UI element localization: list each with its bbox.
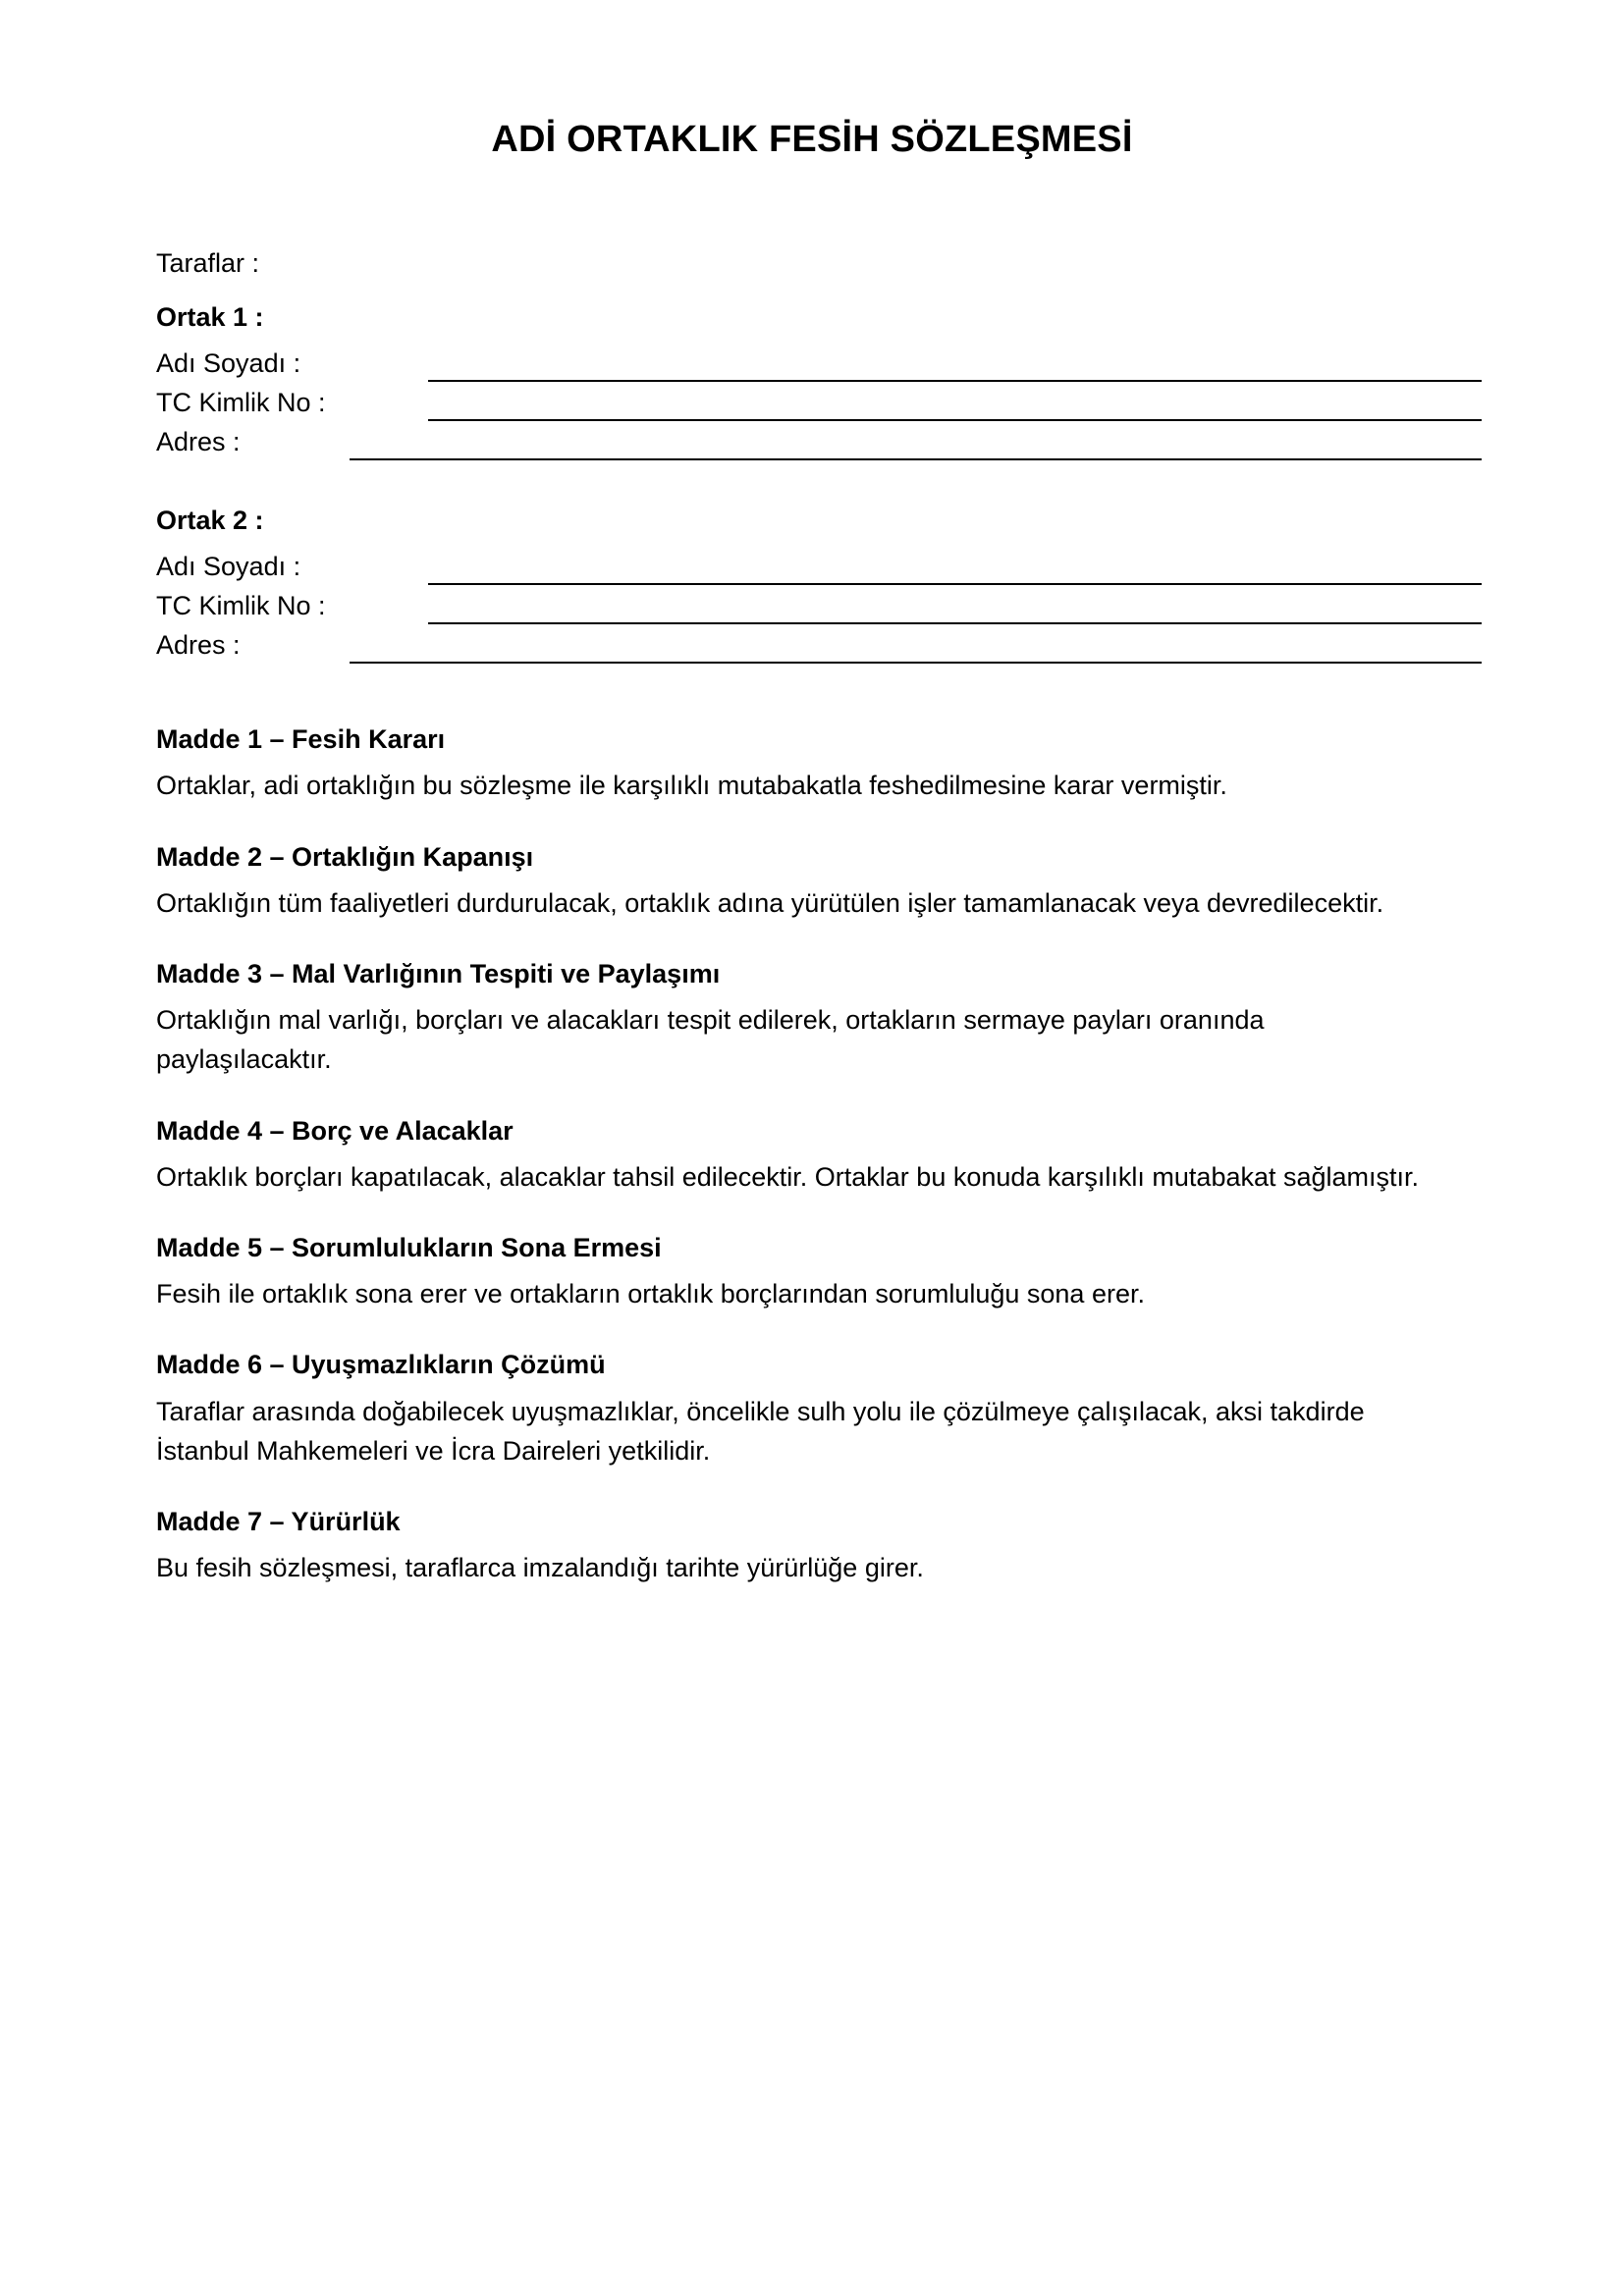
partner1-id-field[interactable] (428, 419, 1482, 421)
article-1-heading: Madde 1 – Fesih Kararı (156, 724, 446, 754)
article-3-heading: Madde 3 – Mal Varlığının Tespiti ve Paylaşımı (156, 959, 721, 988)
partner1-address-field[interactable] (350, 458, 1482, 460)
partner2-heading: Ortak 2 : (156, 506, 264, 535)
partner2-name-label: Adı Soyadı : (156, 552, 301, 581)
article-7-heading: Madde 7 – Yürürlük (156, 1507, 401, 1536)
article-6-body-line1: Taraflar arasında doğabilecek uyuşmazlıklar, öncelikle sulh yolu ile çözülmeye çalışılacak, aksi takdirde (156, 1397, 1365, 1426)
partner2-address-field[interactable] (350, 662, 1482, 664)
article-6-body-line2: İstanbul Mahkemeleri ve İcra Daireleri yetkilidir. (156, 1436, 711, 1466)
partner1-name-label: Adı Soyadı : (156, 348, 301, 378)
article-2-body: Ortaklığın tüm faaliyetleri durdurulacak, ortaklık adına yürütülen işler tamamlanacak veya devredilecektir. (156, 888, 1384, 918)
partner2-name-field[interactable] (428, 583, 1482, 585)
partner1-address-label: Adres : (156, 427, 241, 456)
partner1-id-label: TC Kimlik No : (156, 388, 326, 417)
partner2-address-label: Adres : (156, 630, 241, 660)
article-4-body: Ortaklık borçları kapatılacak, alacaklar tahsil edilecektir. Ortaklar bu konuda karşılıklı mutabakat sağlamıştır. (156, 1162, 1420, 1192)
partner2-id-label: TC Kimlik No : (156, 591, 326, 620)
article-7-body: Bu fesih sözleşmesi, taraflarca imzalandığı tarihte yürürlüğe girer. (156, 1553, 924, 1582)
partner2-id-field[interactable] (428, 622, 1482, 624)
article-1-body: Ortaklar, adi ortaklığın bu sözleşme ile karşılıklı mutabakatla feshedilmesine karar vermiştir. (156, 771, 1227, 800)
article-3-body-line2: paylaşılacaktır. (156, 1044, 332, 1074)
article-4-heading: Madde 4 – Borç ve Alacaklar (156, 1116, 514, 1146)
parties-label: Taraflar : (156, 248, 260, 278)
article-5-body: Fesih ile ortaklık sona erer ve ortakların ortaklık borçlarından sorumluluğu sona erer. (156, 1279, 1145, 1308)
article-2-heading: Madde 2 – Ortaklığın Kapanışı (156, 842, 534, 872)
article-6-heading: Madde 6 – Uyuşmazlıkların Çözümü (156, 1350, 606, 1379)
partner1-heading: Ortak 1 : (156, 302, 264, 332)
document-title: ADİ ORTAKLIK FESİH SÖZLEŞMESİ (491, 119, 1133, 160)
partner1-name-field[interactable] (428, 380, 1482, 382)
article-3-body-line1: Ortaklığın mal varlığı, borçları ve alacakları tespit edilerek, ortakların sermaye payları oranında (156, 1005, 1265, 1035)
article-5-heading: Madde 5 – Sorumlulukların Sona Ermesi (156, 1233, 662, 1262)
